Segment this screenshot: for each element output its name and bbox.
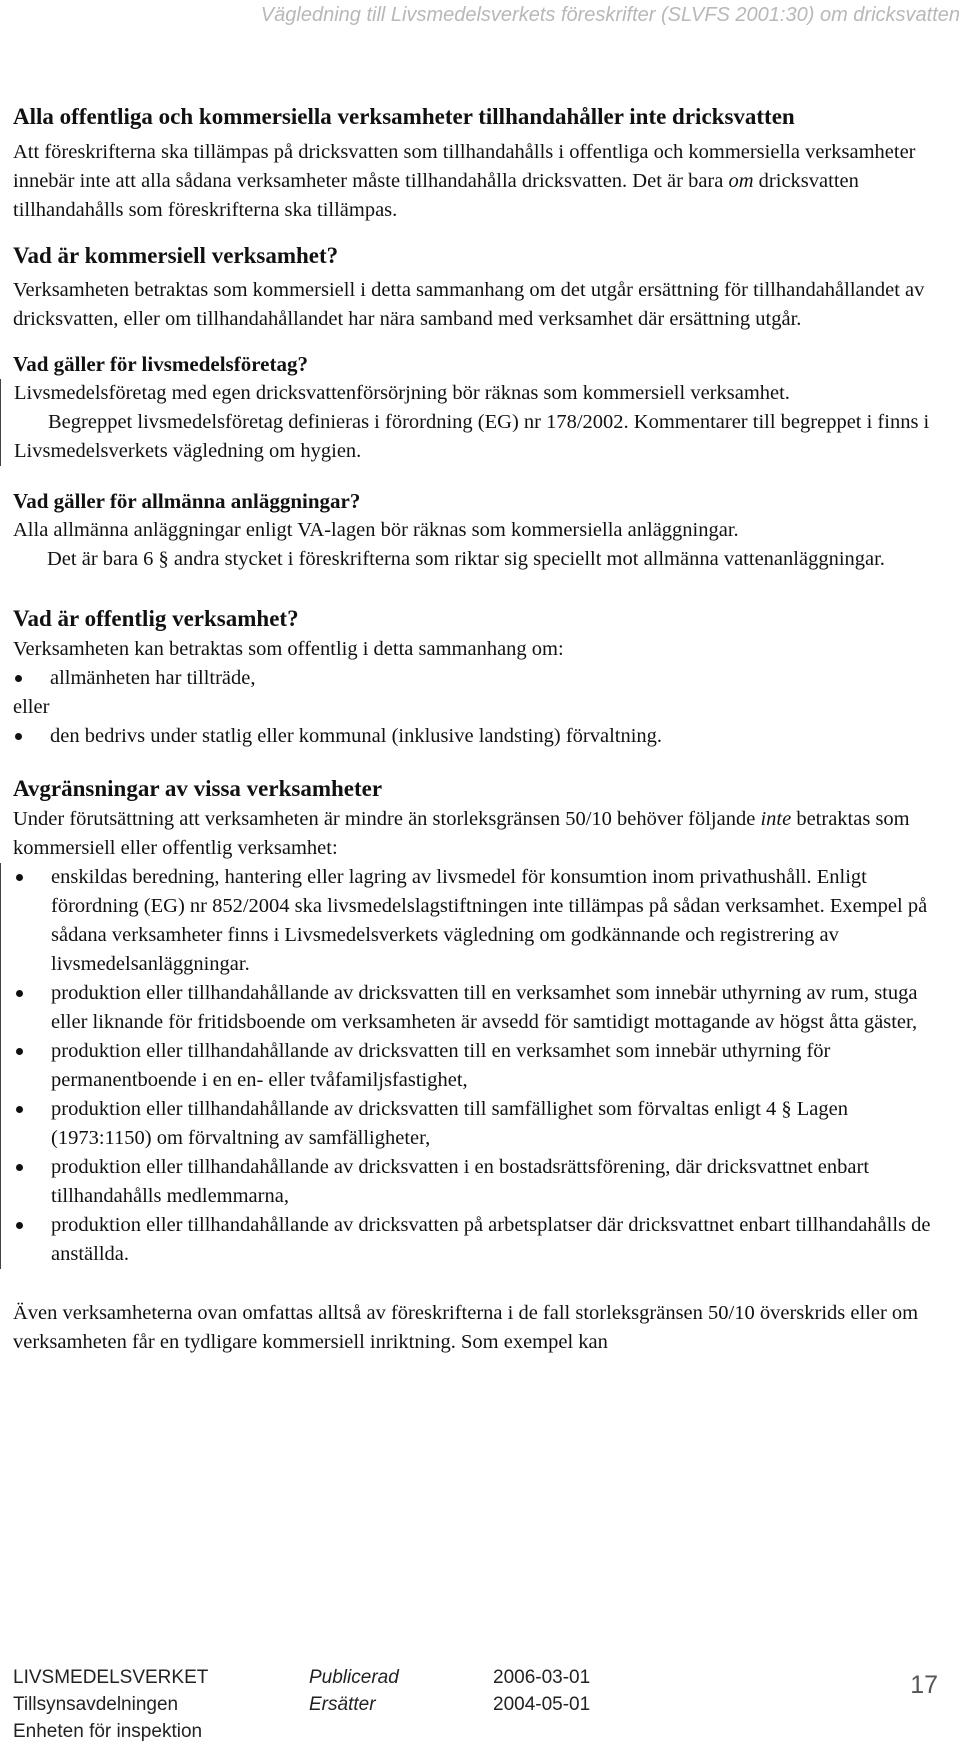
replaces-date: 2004-05-01 <box>493 1694 591 1715</box>
text-run: betraktas som kommersiell eller offentlig verksamhet: <box>13 808 910 859</box>
list-item: produktion eller tillhandahållande av dricksvatten till samfällighet som förvaltas enligt 4 § Lagen (1973:1150) om förvaltning av samfälligheter, <box>14 1095 938 1153</box>
bullet-list <box>14 863 938 1269</box>
revision-bar <box>0 863 938 1269</box>
text-run: Under förutsättning att verksamheten är mindre än storleksgränsen 50/10 behöver följande <box>13 808 761 830</box>
list-item: produktion eller tillhandahållande av dricksvatten på arbetsplatser där dricksvattnet enbart tillhandahålls de anställda. <box>14 1211 938 1269</box>
list-item: enskildas beredning, hantering eller lagring av livsmedel för konsumtion inom privathushåll. Enligt förordning (EG) nr 852/2004 ska livsmedelslagstiftningen inte tillämpas på sådan verksamhet. Exempel på sådana verksamheter finns i Livsmedelsverkets vägledning om godkännande och registrering av livsmedelsanläggningar. <box>14 863 938 979</box>
page-footer <box>13 1664 938 1749</box>
published-date: 2006-03-01 <box>493 1667 591 1688</box>
list-item: produktion eller tillhandahållande av dricksvatten i en bostadsrättsförening, där dricksvattnet enbart tillhandahålls medlemmarna, <box>14 1153 938 1211</box>
footer-labels <box>309 1664 399 1718</box>
paragraph: Verksamheten kan betraktas som offentlig i detta sammanhang om: <box>13 638 564 660</box>
paragraph <box>13 138 938 225</box>
department-name: Tillsynsavdelningen <box>13 1694 179 1715</box>
paragraph: Även verksamheterna ovan omfattas alltså av föreskrifterna i de fall storleksgränsen 50/10 överskrids eller om verksamheten får en tydligare kommersiell inriktning. Som exempel kan <box>13 1302 919 1353</box>
page-content <box>13 100 938 1357</box>
emphasis: inte <box>760 808 792 830</box>
running-header: Vägledning till Livsmedelsverkets föreskrifter (SLVFS 2001:30) om dricksvatten <box>260 4 960 26</box>
section-heading: Alla offentliga och kommersiella verksamheter tillhandahåller inte dricksvatten <box>13 104 795 129</box>
bullet-list <box>13 722 938 751</box>
paragraph: Verksamheten betraktas som kommersiell i detta sammanhang om det utgår ersättning för tillhandahållandet av dricksvatten, eller om tillhandahållandet har nära samband med verksamhet där ersättning utgår. <box>13 279 925 330</box>
paragraph: Det är bara 6 § andra stycket i föreskrifterna som riktar sig speciellt mot allmänna vattenanläggningar. <box>47 548 885 570</box>
list-item: produktion eller tillhandahållande av dricksvatten till en verksamhet som innebär uthyrning av rum, stuga eller liknande för fritidsboende om verksamheten är avsedd för samtidigt mottagande av högst åtta gäster, <box>14 979 938 1037</box>
published-label: Publicerad <box>309 1667 399 1688</box>
section-heading: Vad gäller för allmänna anläggningar? <box>13 489 361 513</box>
list-item: allmänheten har tillträde, <box>13 664 938 693</box>
connector-text: eller <box>13 696 50 718</box>
text-run: Att föreskrifterna ska tillämpas på dricksvatten som tillhandahålls i offentliga och kommersiella verksamheter innebär inte att alla sådana verksamheter måste tillhandahålla dricksvatten. Det är bara <box>13 141 916 192</box>
list-item: produktion eller tillhandahållande av dricksvatten till en verksamhet som innebär uthyrning för permanentboende i en en- eller tvåfamiljsfastighet, <box>14 1037 938 1095</box>
bullet-list <box>13 664 938 693</box>
org-name: LIVSMEDELSVERKET <box>13 1667 209 1688</box>
section-heading: Vad gäller för livsmedelsföretag? <box>13 352 308 376</box>
emphasis: om <box>728 170 754 192</box>
replaces-label: Ersätter <box>309 1694 376 1715</box>
paragraph: Begreppet livsmedelsföretag definieras i förordning (EG) nr 178/2002. Kommentarer till begreppet i finns i Livsmedelsverkets vägledning om hygien. <box>14 411 930 462</box>
text-run: dricksvatten tillhandahålls som föreskrifterna ska tillämpas. <box>13 170 859 221</box>
page-number: 17 <box>910 1671 938 1699</box>
revision-bar <box>0 379 938 466</box>
section-heading: Vad är kommersiell verksamhet? <box>13 243 339 268</box>
footer-organization <box>13 1664 208 1745</box>
list-item: den bedrivs under statlig eller kommunal (inklusive landsting) förvaltning. <box>13 722 938 751</box>
paragraph <box>13 805 938 863</box>
paragraph: Alla allmänna anläggningar enligt VA-lagen bör räknas som kommersiella anläggningar. <box>13 519 739 541</box>
footer-dates <box>493 1664 590 1718</box>
unit-name: Enheten för inspektion <box>13 1721 203 1742</box>
paragraph: Livsmedelsföretag med egen dricksvattenförsörjning bör räknas som kommersiell verksamhet. <box>14 382 790 404</box>
section-heading: Vad är offentlig verksamhet? <box>13 606 299 631</box>
section-heading: Avgränsningar av vissa verksamheter <box>13 776 383 801</box>
